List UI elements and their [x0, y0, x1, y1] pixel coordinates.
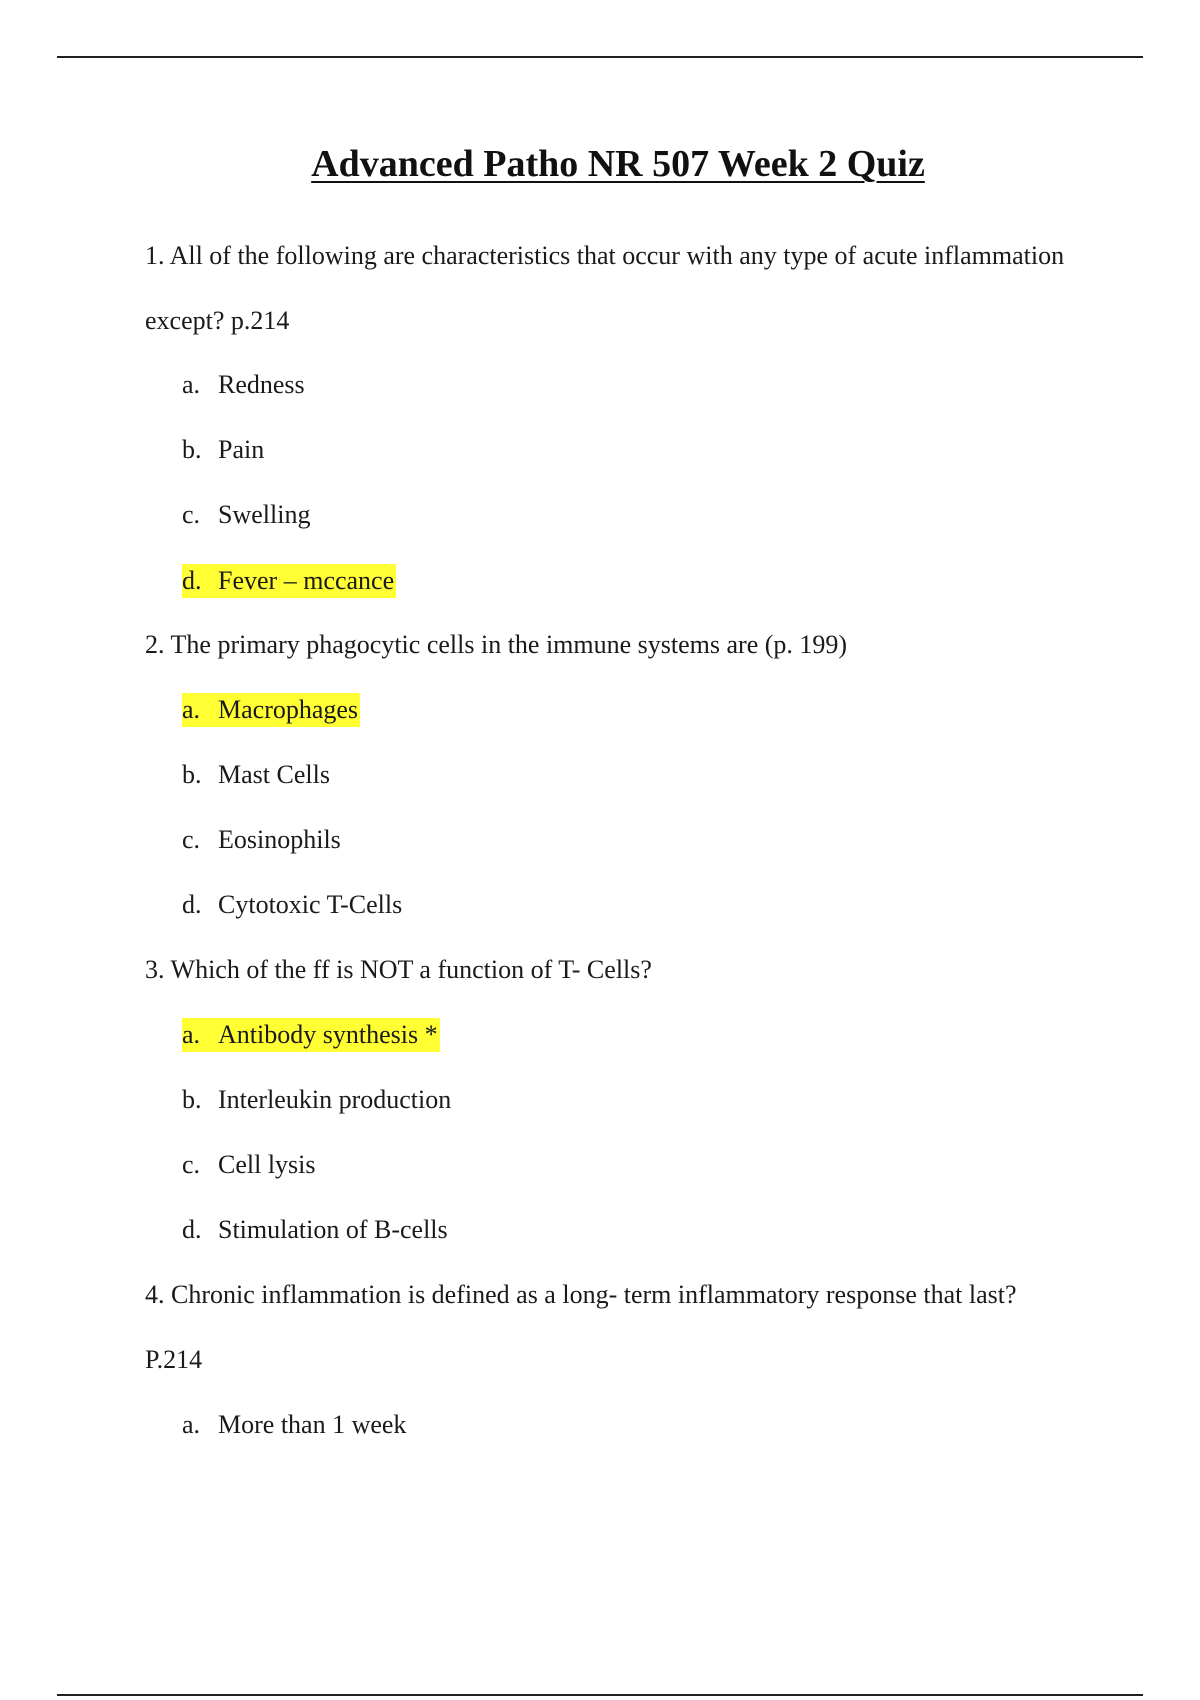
- question-1-option-a: [182, 368, 305, 402]
- question-1-stem: 1. All of the following are characteristics that occur with any type of acute inflammation except? p.214: [145, 241, 1065, 335]
- question-3-option-c: [182, 1148, 316, 1182]
- option-letter: b.: [182, 435, 202, 464]
- option-letter: c.: [182, 500, 201, 529]
- question-4-stem: 4. Chronic inflammation is defined as a long- term inflammatory response that last? P.214: [145, 1280, 1017, 1374]
- question-3-stem: 3. Which of the ff is NOT a function of T- Cells?: [145, 955, 652, 984]
- option-text: Interleukin production: [218, 1085, 452, 1114]
- question-3-option-d: [182, 1213, 448, 1247]
- option-letter: a.: [182, 695, 201, 724]
- option-letter: b.: [182, 760, 202, 789]
- top-rule: [57, 56, 1143, 58]
- option-text: Stimulation of B-cells: [218, 1215, 448, 1244]
- question-1-option-d-highlighted: [182, 564, 396, 598]
- option-text: Swelling: [218, 500, 311, 529]
- option-letter: b.: [182, 1085, 202, 1114]
- option-letter: d.: [182, 890, 202, 919]
- question-3-option-b: [182, 1083, 451, 1117]
- document-title: Advanced Patho NR 507 Week 2 Quiz: [311, 143, 925, 185]
- bottom-rule: [57, 1694, 1143, 1696]
- option-text: Cell lysis: [218, 1150, 316, 1179]
- option-text: Cytotoxic T-Cells: [218, 890, 403, 919]
- question-4-option-a: [182, 1408, 406, 1442]
- option-text: More than 1 week: [218, 1410, 407, 1439]
- question-1-option-b: [182, 433, 264, 467]
- question-2-option-d: [182, 888, 402, 922]
- option-letter: d.: [182, 566, 202, 595]
- question-2-option-c: [182, 823, 341, 857]
- option-text: Pain: [218, 435, 265, 464]
- option-letter: a.: [182, 1020, 201, 1049]
- question-2-option-b: [182, 758, 330, 792]
- question-1-option-c: [182, 498, 310, 532]
- option-text: Antibody synthesis *: [218, 1020, 438, 1049]
- question-2-stem: 2. The primary phagocytic cells in the immune systems are (p. 199): [145, 630, 848, 659]
- question-3-option-a-highlighted: [182, 1018, 440, 1052]
- option-letter: c.: [182, 825, 201, 854]
- option-text: Fever – mccance: [218, 566, 395, 595]
- option-letter: a.: [182, 1410, 201, 1439]
- option-letter: d.: [182, 1215, 202, 1244]
- option-text: Mast Cells: [218, 760, 330, 789]
- question-2-option-a-highlighted: [182, 693, 360, 727]
- option-letter: c.: [182, 1150, 201, 1179]
- option-letter: a.: [182, 370, 201, 399]
- option-text: Macrophages: [218, 695, 359, 724]
- option-text: Eosinophils: [218, 825, 341, 854]
- option-text: Redness: [218, 370, 305, 399]
